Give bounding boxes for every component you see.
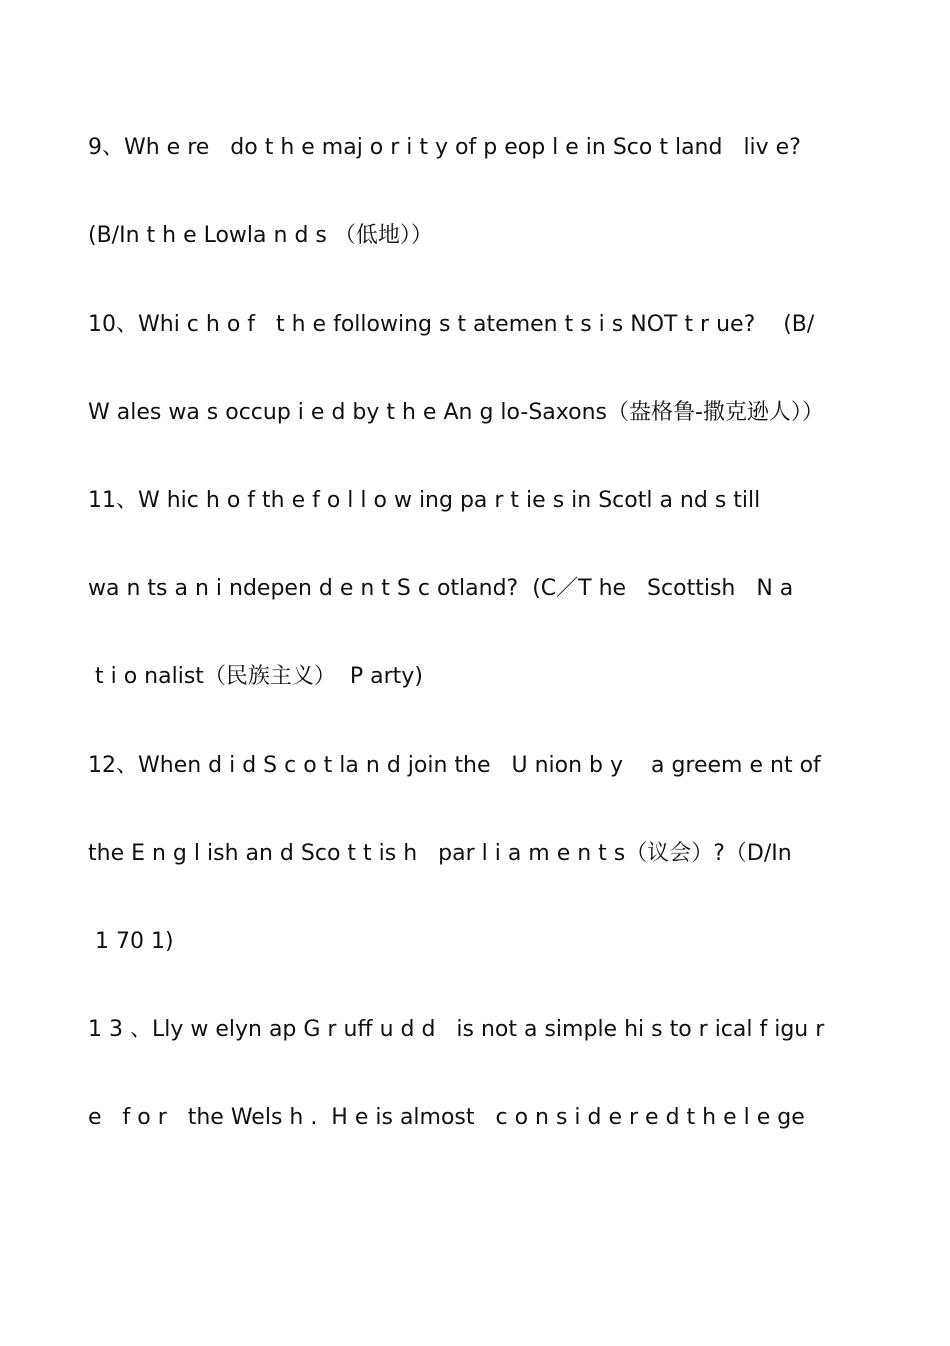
question-11-continued-line: wa n ts a n i ndepen d e n t S c otland? (C／T he Scottish N a — [88, 576, 794, 601]
question-10-line: 10、Whi c h o f t h e following s t atemen t s i s NOT t r ue? (B/ — [88, 312, 815, 337]
question-12-line: 12、When d i d S c o t la n d join the U nion b y a greem e nt of — [88, 753, 821, 778]
question-13-continued-line: e f o r the Wels h . H e is almost c o n s i d e r e d t h e l e ge — [88, 1105, 805, 1130]
answer-11-line: t i o nalist（民族主义） P arty) — [88, 664, 423, 689]
answer-12-line: 1 70 1) — [88, 929, 174, 954]
question-9-line: 9、Wh e re do t h e maj o r i t y of p eop l e in Sco t land liv e? — [88, 135, 801, 160]
answer-9-line: (B/In t h e Lowla n d s （低地）） — [88, 223, 433, 248]
question-12-continued-line: the E n g l ish an d Sco t t is h par l i a m e n t s（议会）?（D/In — [88, 841, 792, 866]
answer-10-line: W ales wa s occup i e d by t h e An g lo-Saxons（盎格鲁-撒克逊人）） — [88, 400, 824, 425]
question-13-line: 1 3 、Lly w elyn ap G r uff u d d is not a simple hi s to r ical f igu r — [88, 1017, 825, 1042]
question-11-line: 11、W hic h o f th e f o l l o w ing pa r t ie s in Scotl a nd s till — [88, 488, 761, 513]
